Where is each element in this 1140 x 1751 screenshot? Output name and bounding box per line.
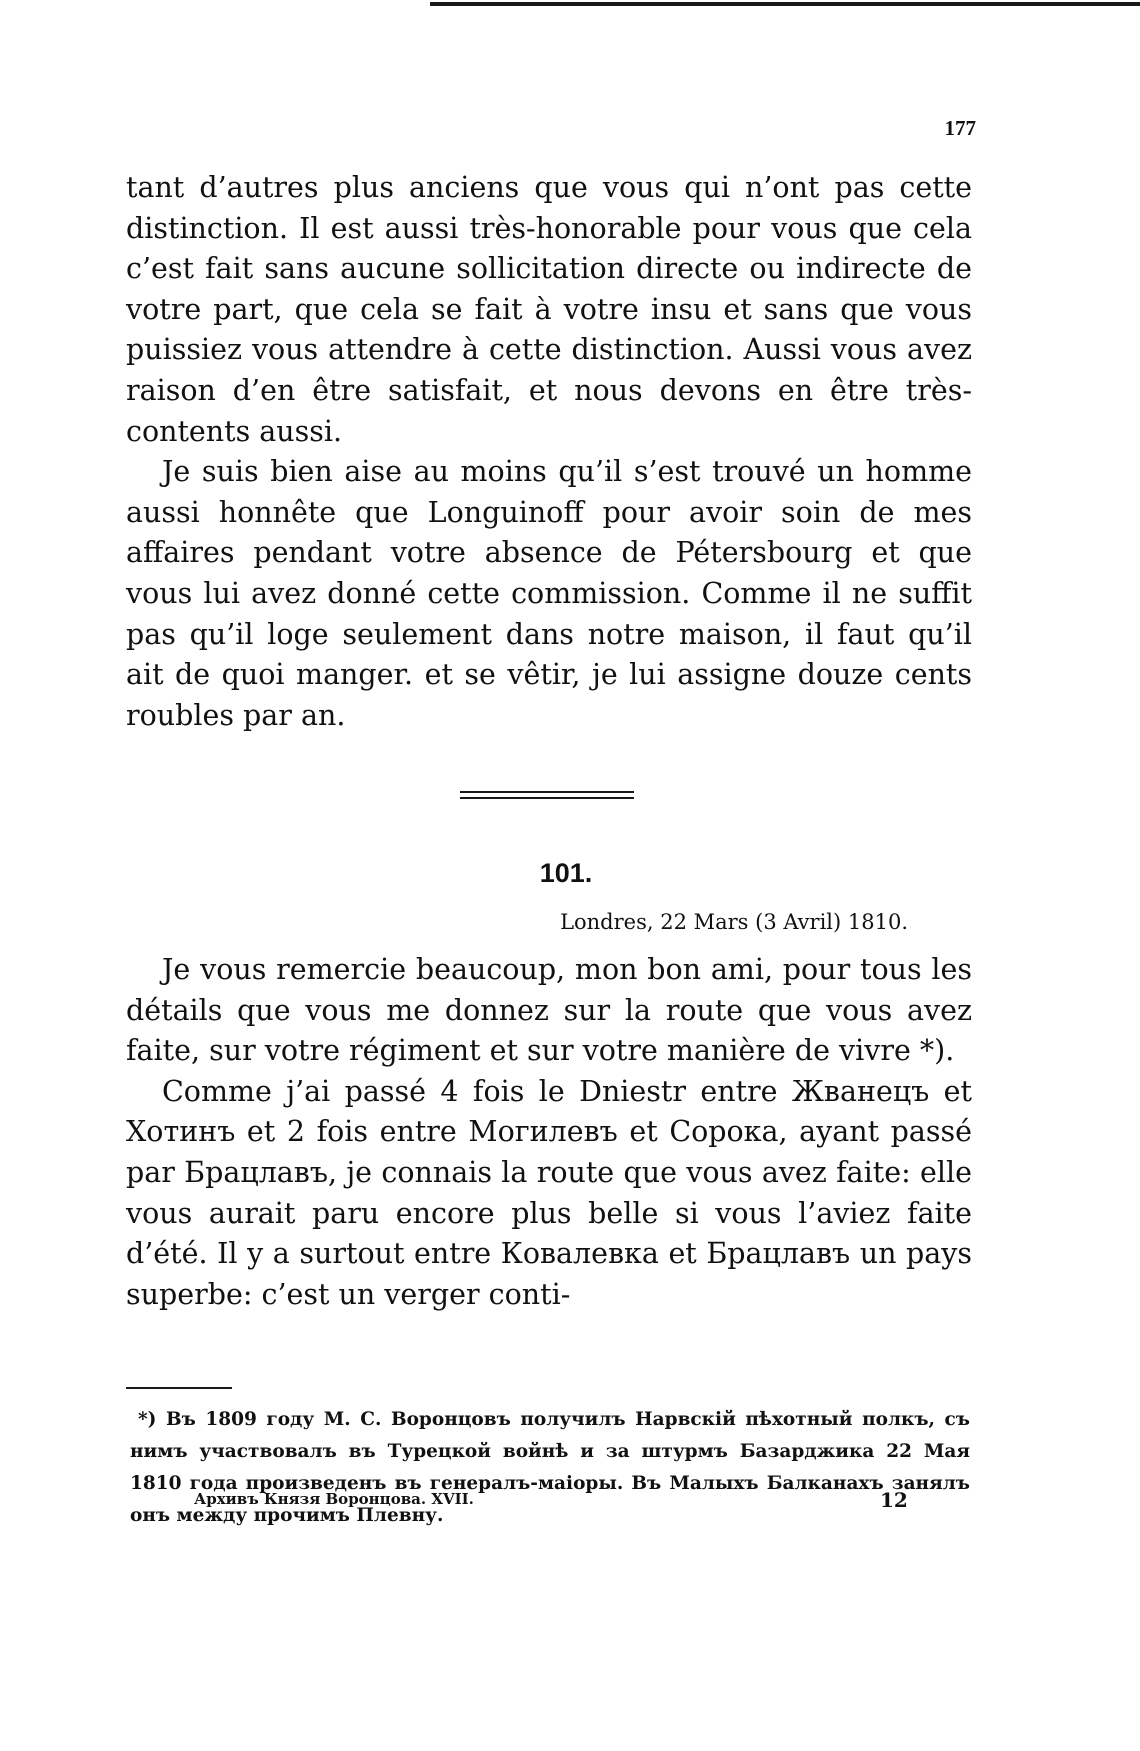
sheet-number: 12 <box>880 1488 908 1512</box>
letter-body <box>126 950 972 1315</box>
letter-paragraph-1: Je vous remercie beaucoup, mon bon ami, pour tous les détails que vous me donnez sur la route que vous avez faite, sur votre régiment et sur votre manière de vivre *). <box>126 953 972 1068</box>
footnote-rule <box>126 1387 232 1389</box>
letter-number: 101. <box>539 858 593 888</box>
letter-paragraph-2: Comme j’ai passé 4 fois le Dniestr entre Жванецъ et Хотинъ et 2 fois entre Могилевъ et Сорока, ayant passé par Брацлавъ, je connais la route que vous avez faite: elle vous aurait paru encore plus belle si vous l’aviez faite d’été. Il y a surtout entre Ковалевка et Брацлавъ un pays superbe: c’est un verger conti- <box>126 1074 972 1311</box>
footnote <box>130 1404 970 1532</box>
text-block-continuation <box>126 168 972 736</box>
top-edge-rule <box>430 2 1140 6</box>
printer-signature: Архивъ Князя Воронцова. XVII. <box>194 1490 474 1508</box>
section-divider-bottom <box>460 797 634 799</box>
section-divider-top <box>460 791 634 793</box>
page-number: 177 <box>944 116 976 140</box>
letter-dateline: Londres, 22 Mars (3 Avril) 1810. <box>560 910 908 934</box>
footnote-text: *) Въ 1809 году М. С. Воронцовъ получилъ Нарвскій пѣхотный полкъ, съ нимъ участвовалъ въ Турецкой войнѣ и за штурмъ Базарджика 22 Мая 1810 года произведенъ въ генералъ-маіоры. Въ Малыхъ Балканахъ занялъ онъ между прочимъ Плевну. <box>130 1409 970 1526</box>
continued-paragraph: tant d’autres plus anciens que vous qui n’ont pas cette distinction. Il est aussi très-honorable pour vous que cela c’est fait sans aucune sollicitation directe ou indirecte de votre part, que cela se fait à votre insu et sans que vous puissiez vous attendre à cette distinction. Aussi vous avez raison d’en être satisfait, et nous devons en être très-contents aussi. <box>126 171 972 448</box>
paragraph-longuinoff: Je suis bien aise au moins qu’il s’est trouvé un homme aussi honnête que Longuinoff pour avoir soin de mes affaires pendant votre absence de Pétersbourg et que vous lui avez donné cette commission. Comme il ne suffit pas qu’il loge seulement dans notre maison, il faut qu’il ait de quoi manger. et se vêtir, je lui assigne douze cents roubles par an. <box>126 455 972 732</box>
